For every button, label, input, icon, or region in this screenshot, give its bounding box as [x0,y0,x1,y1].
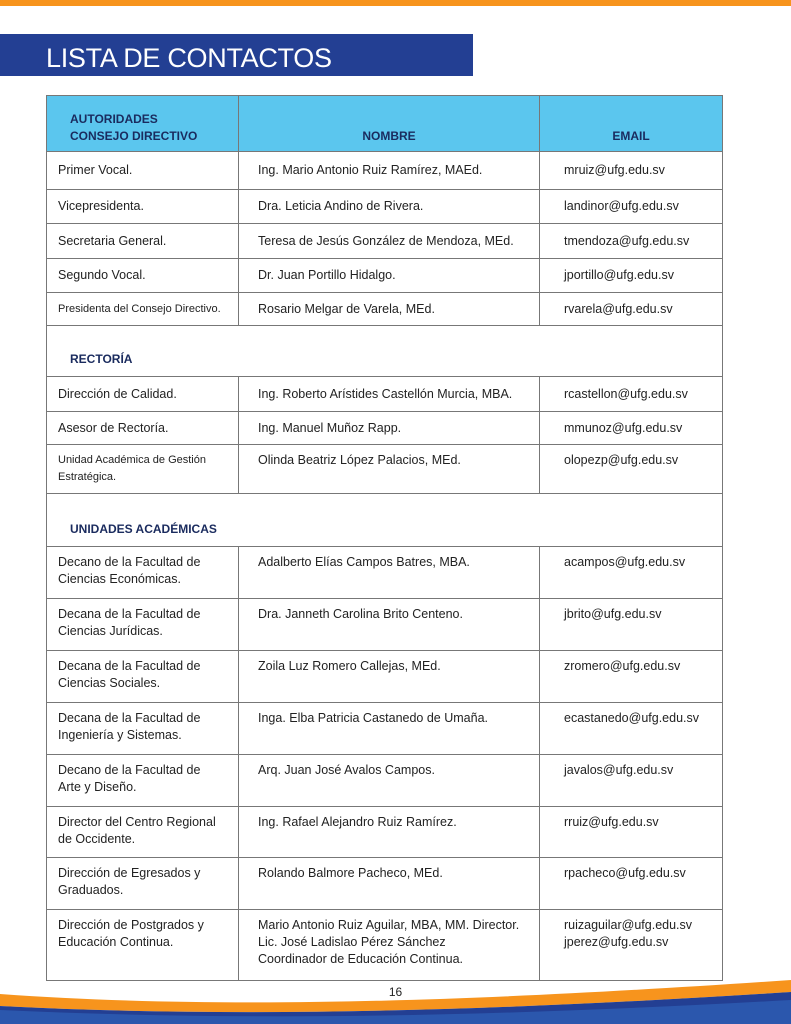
header-autoridades-line1: AUTORIDADES [70,112,158,126]
cargo-cell [47,599,239,651]
cargo-cell [47,858,239,910]
nombre-cell: Rosario Melgar de Varela, MEd. [239,293,540,326]
nombre-line: Lic. José Ladislao Pérez Sánchez [258,935,446,949]
cargo-line: Ciencias Sociales. [58,676,161,690]
cargo-line: Decano de la Facultad de [58,555,201,569]
nombre-cell: Inga. Elba Patricia Castanedo de Umaña. [239,703,540,755]
cargo-cell [47,445,239,494]
header-email: EMAIL [540,96,723,152]
nombre-cell: Zoila Luz Romero Callejas, MEd. [239,651,540,703]
cargo-cell [47,547,239,599]
nombre-cell: Ing. Rafael Alejandro Ruiz Ramírez. [239,807,540,858]
email-line: jperez@ufg.edu.sv [564,935,669,949]
email-cell: rpacheco@ufg.edu.sv [540,858,723,910]
cargo-cell: Vicepresidenta. [47,190,239,224]
table-row [47,910,723,981]
cargo-cell [47,910,239,981]
header-nombre: NOMBRE [239,96,540,152]
cargo-line: Unidad Académica de Gestión [58,454,206,466]
email-cell: mmunoz@ufg.edu.sv [540,412,723,445]
cargo-cell: Secretaria General. [47,224,239,259]
table-row [47,259,723,293]
nombre-cell: Dra. Janneth Carolina Brito Centeno. [239,599,540,651]
email-cell: jportillo@ufg.edu.sv [540,259,723,293]
cargo-line: Decana de la Facultad de [58,659,201,673]
email-cell: jbrito@ufg.edu.sv [540,599,723,651]
email-cell: olopezp@ufg.edu.sv [540,445,723,494]
nombre-cell: Ing. Mario Antonio Ruiz Ramírez, MAEd. [239,152,540,190]
email-cell: rcastellon@ufg.edu.sv [540,377,723,412]
cargo-line: Arte y Diseño. [58,780,137,794]
cargo-line: Ingeniería y Sistemas. [58,728,182,742]
email-cell: javalos@ufg.edu.sv [540,755,723,807]
page-number: 16 [388,985,403,999]
cargo-cell [47,651,239,703]
nombre-cell: Arq. Juan José Avalos Campos. [239,755,540,807]
cargo-line: Graduados. [58,883,124,897]
cargo-cell [47,755,239,807]
cargo-line: Dirección de Postgrados y [58,918,204,932]
cargo-line: Educación Continua. [58,935,174,949]
email-line: ruizaguilar@ufg.edu.sv [564,918,693,932]
table-row [47,703,723,755]
table-row [47,651,723,703]
table-row [47,755,723,807]
cargo-line: Ciencias Jurídicas. [58,624,163,638]
header-autoridades [47,96,239,152]
section-title-unidades: UNIDADES ACADÉMICAS [47,494,723,547]
nombre-cell: Adalberto Elías Campos Batres, MBA. [239,547,540,599]
contacts-table [46,95,723,981]
cargo-cell: Segundo Vocal. [47,259,239,293]
nombre-cell: Dra. Leticia Andino de Rivera. [239,190,540,224]
table-row [47,445,723,494]
cargo-line: Decano de la Facultad de [58,763,201,777]
table-row [47,152,723,190]
nombre-cell: Olinda Beatriz López Palacios, MEd. [239,445,540,494]
table-row [47,293,723,326]
table-row [47,412,723,445]
nombre-cell: Teresa de Jesús González de Mendoza, MEd. [239,224,540,259]
cargo-cell: Dirección de Calidad. [47,377,239,412]
nombre-cell: Ing. Manuel Muñoz Rapp. [239,412,540,445]
email-cell: acampos@ufg.edu.sv [540,547,723,599]
nombre-cell: Rolando Balmore Pacheco, MEd. [239,858,540,910]
email-cell: ecastanedo@ufg.edu.sv [540,703,723,755]
top-accent-stripe [0,0,791,6]
cargo-line: Director del Centro Regional [58,815,216,829]
table-row [47,377,723,412]
email-cell: zromero@ufg.edu.sv [540,651,723,703]
email-cell: rvarela@ufg.edu.sv [540,293,723,326]
table-header-row [47,96,723,152]
cargo-line: Decana de la Facultad de [58,607,201,621]
cargo-cell: Presidenta del Consejo Directivo. [47,293,239,326]
nombre-line: Mario Antonio Ruiz Aguilar, MBA, MM. Director. [258,918,520,932]
nombre-cell: Dr. Juan Portillo Hidalgo. [239,259,540,293]
table-row [47,599,723,651]
cargo-line: Decana de la Facultad de [58,711,201,725]
cargo-cell [47,807,239,858]
table-row [47,224,723,259]
email-cell: mruiz@ufg.edu.sv [540,152,723,190]
cargo-cell: Primer Vocal. [47,152,239,190]
email-cell: tmendoza@ufg.edu.sv [540,224,723,259]
section-row-rectoria [47,326,723,377]
header-autoridades-line2: CONSEJO DIRECTIVO [70,129,198,143]
cargo-cell [47,703,239,755]
table-row [47,190,723,224]
cargo-line: Ciencias Económicas. [58,572,181,586]
table-row [47,858,723,910]
cargo-line: Dirección de Egresados y [58,866,201,880]
nombre-line: Coordinador de Educación Continua. [258,952,463,966]
cargo-line: Estratégica. [58,471,117,483]
page-title: LISTA DE CONTACTOS [46,43,332,73]
page-title-bar [0,34,473,76]
cargo-line: de Occidente. [58,832,136,846]
table-row [47,807,723,858]
email-cell [540,910,723,981]
nombre-cell: Ing. Roberto Arístides Castellón Murcia, MBA. [239,377,540,412]
email-cell: rruiz@ufg.edu.sv [540,807,723,858]
section-row-unidades [47,494,723,547]
cargo-cell: Asesor de Rectoría. [47,412,239,445]
section-title-rectoria: RECTORÍA [47,326,723,377]
nombre-cell [239,910,540,981]
table-row [47,547,723,599]
email-cell: landinor@ufg.edu.sv [540,190,723,224]
